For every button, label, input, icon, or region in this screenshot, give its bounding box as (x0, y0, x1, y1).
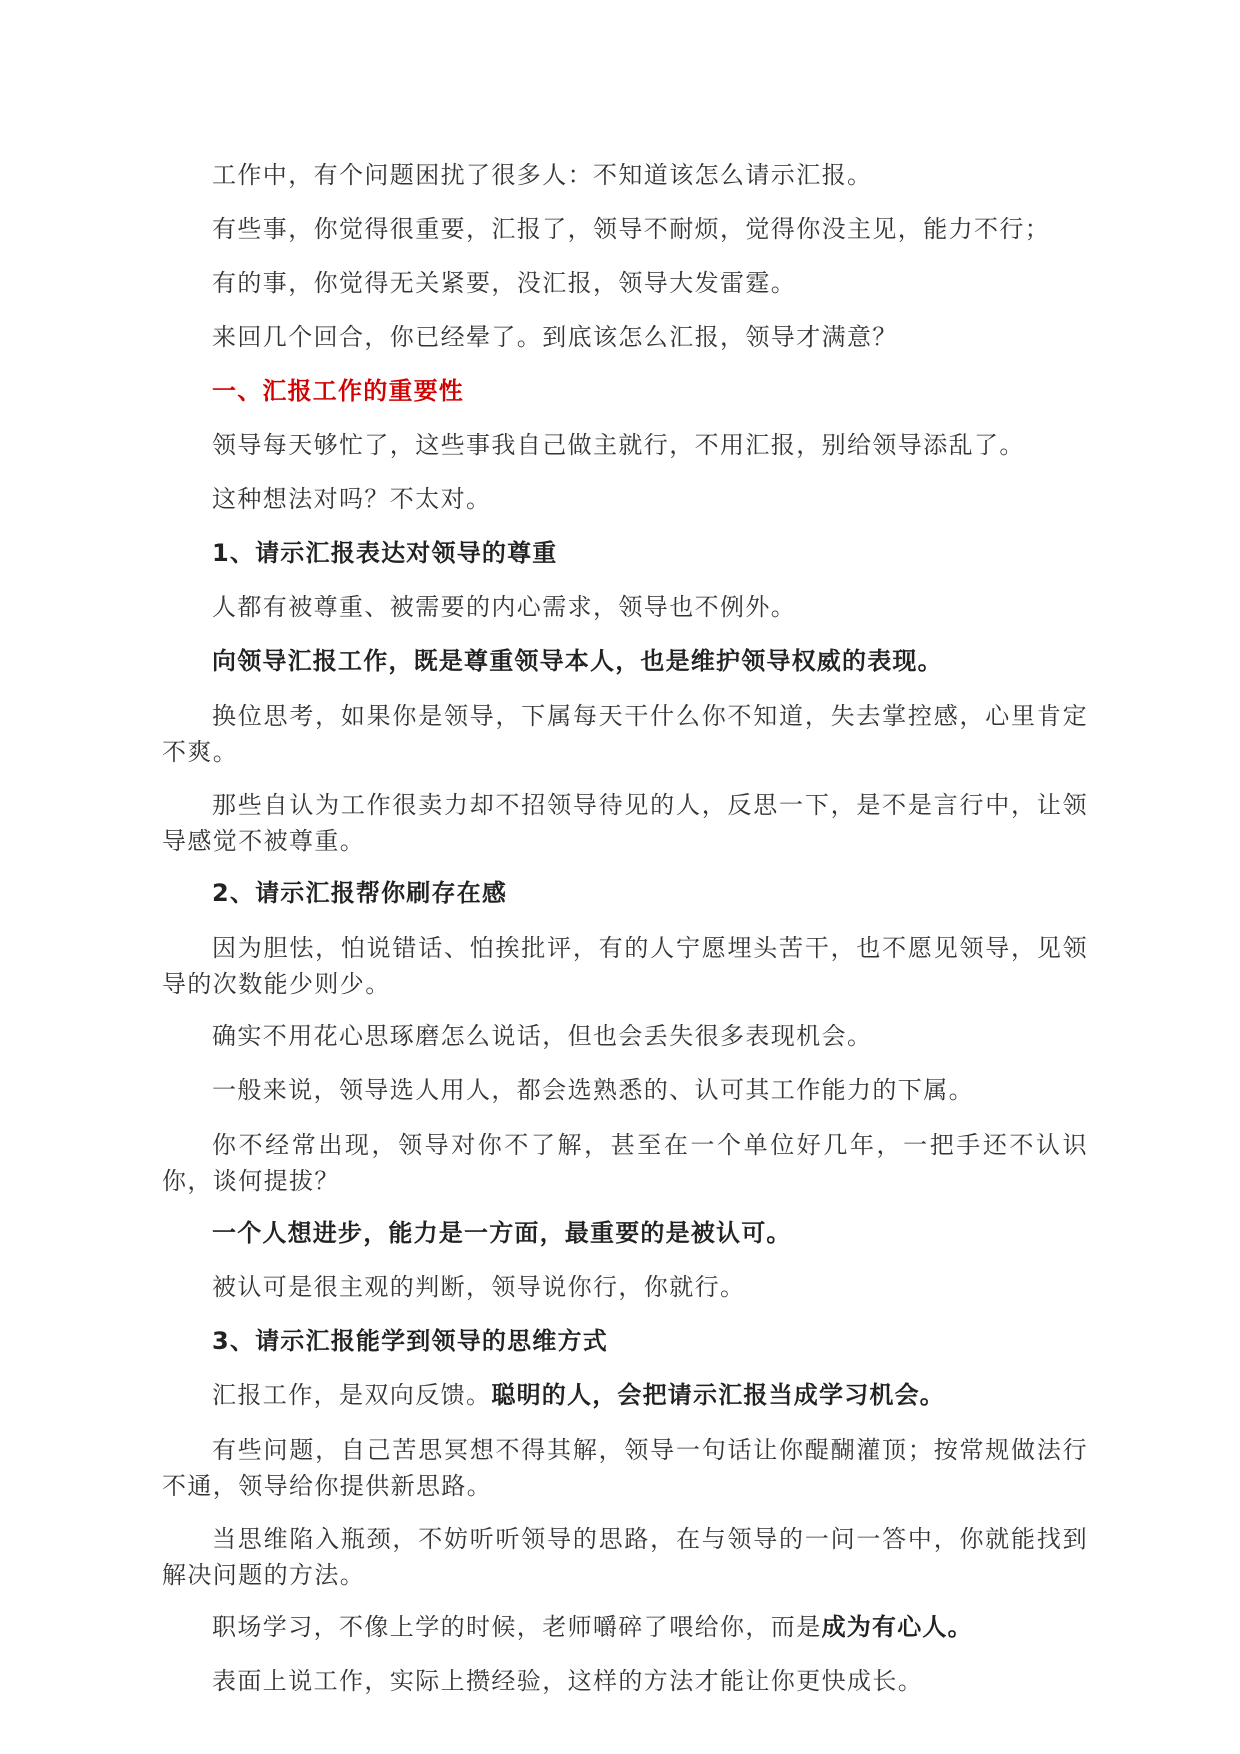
paragraph-mixed (162, 1610, 1088, 1645)
paragraph: 当思维陷入瓶颈，不妨听听领导的思路，在与领导的一问一答中，你就能找到解决问题的方法。 (162, 1525, 1088, 1589)
article-body (162, 158, 1088, 1718)
emphasis-paragraph: 向领导汇报工作，既是尊重领导本人，也是维护领导权威的表现。 (212, 647, 943, 675)
paragraph: 换位思考，如果你是领导，下属每天干什么你不知道，失去掌控感，心里肯定不爽。 (162, 702, 1088, 766)
paragraph: 有些事，你觉得很重要，汇报了，领导不耐烦，觉得你没主见，能力不行； (212, 215, 1051, 243)
emphasis-text: 成为有心人。 (821, 1613, 973, 1641)
subsection-heading: 3、请示汇报能学到领导的思维方式 (212, 1327, 608, 1355)
paragraph-text: 汇报工作，是双向反馈。 (212, 1381, 492, 1409)
paragraph-mixed (162, 1378, 1088, 1413)
paragraph: 人都有被尊重、被需要的内心需求，领导也不例外。 (212, 593, 797, 621)
paragraph: 被认可是很主观的判断，领导说你行，你就行。 (212, 1273, 746, 1301)
paragraph: 表面上说工作，实际上攒经验，这样的方法才能让你更快成长。 (212, 1667, 924, 1695)
paragraph-text: 职场学习，不像上学的时候，老师嚼碎了喂给你，而是 (212, 1613, 822, 1641)
emphasis-paragraph: 一个人想进步，能力是一方面，最重要的是被认可。 (212, 1219, 792, 1247)
subsection-heading: 2、请示汇报帮你刷存在感 (212, 879, 508, 907)
paragraph: 因为胆怯，怕说错话、怕挨批评，有的人宁愿埋头苦干，也不愿见领导，见领导的次数能少则少。 (162, 934, 1088, 998)
paragraph: 确实不用花心思琢磨怎么说话，但也会丢失很多表现机会。 (212, 1022, 873, 1050)
paragraph: 有些问题，自己苦思冥想不得其解，领导一句话让你醍醐灌顶；按常规做法行不通，领导给你提供新思路。 (162, 1436, 1088, 1500)
paragraph: 一般来说，领导选人用人，都会选熟悉的、认可其工作能力的下属。 (212, 1076, 974, 1104)
paragraph: 有的事，你觉得无关紧要，没汇报，领导大发雷霆。 (212, 269, 797, 297)
section-heading: 一、汇报工作的重要性 (212, 377, 464, 405)
paragraph: 来回几个回合，你已经晕了。到底该怎么汇报，领导才满意？ (212, 323, 898, 351)
paragraph: 工作中，有个问题困扰了很多人：不知道该怎么请示汇报。 (212, 161, 873, 189)
subsection-heading: 1、请示汇报表达对领导的尊重 (212, 539, 558, 567)
emphasis-text: 聪明的人，会把请示汇报当成学习机会。 (491, 1381, 946, 1409)
paragraph: 这种想法对吗？不太对。 (212, 485, 492, 513)
paragraph: 领导每天够忙了，这些事我自己做主就行，不用汇报，别给领导添乱了。 (212, 431, 1025, 459)
paragraph: 你不经常出现，领导对你不了解，甚至在一个单位好几年，一把手还不认识你，谈何提拔？ (162, 1131, 1088, 1195)
paragraph: 那些自认为工作很卖力却不招领导待见的人，反思一下，是不是言行中，让领导感觉不被尊重。 (162, 791, 1088, 855)
